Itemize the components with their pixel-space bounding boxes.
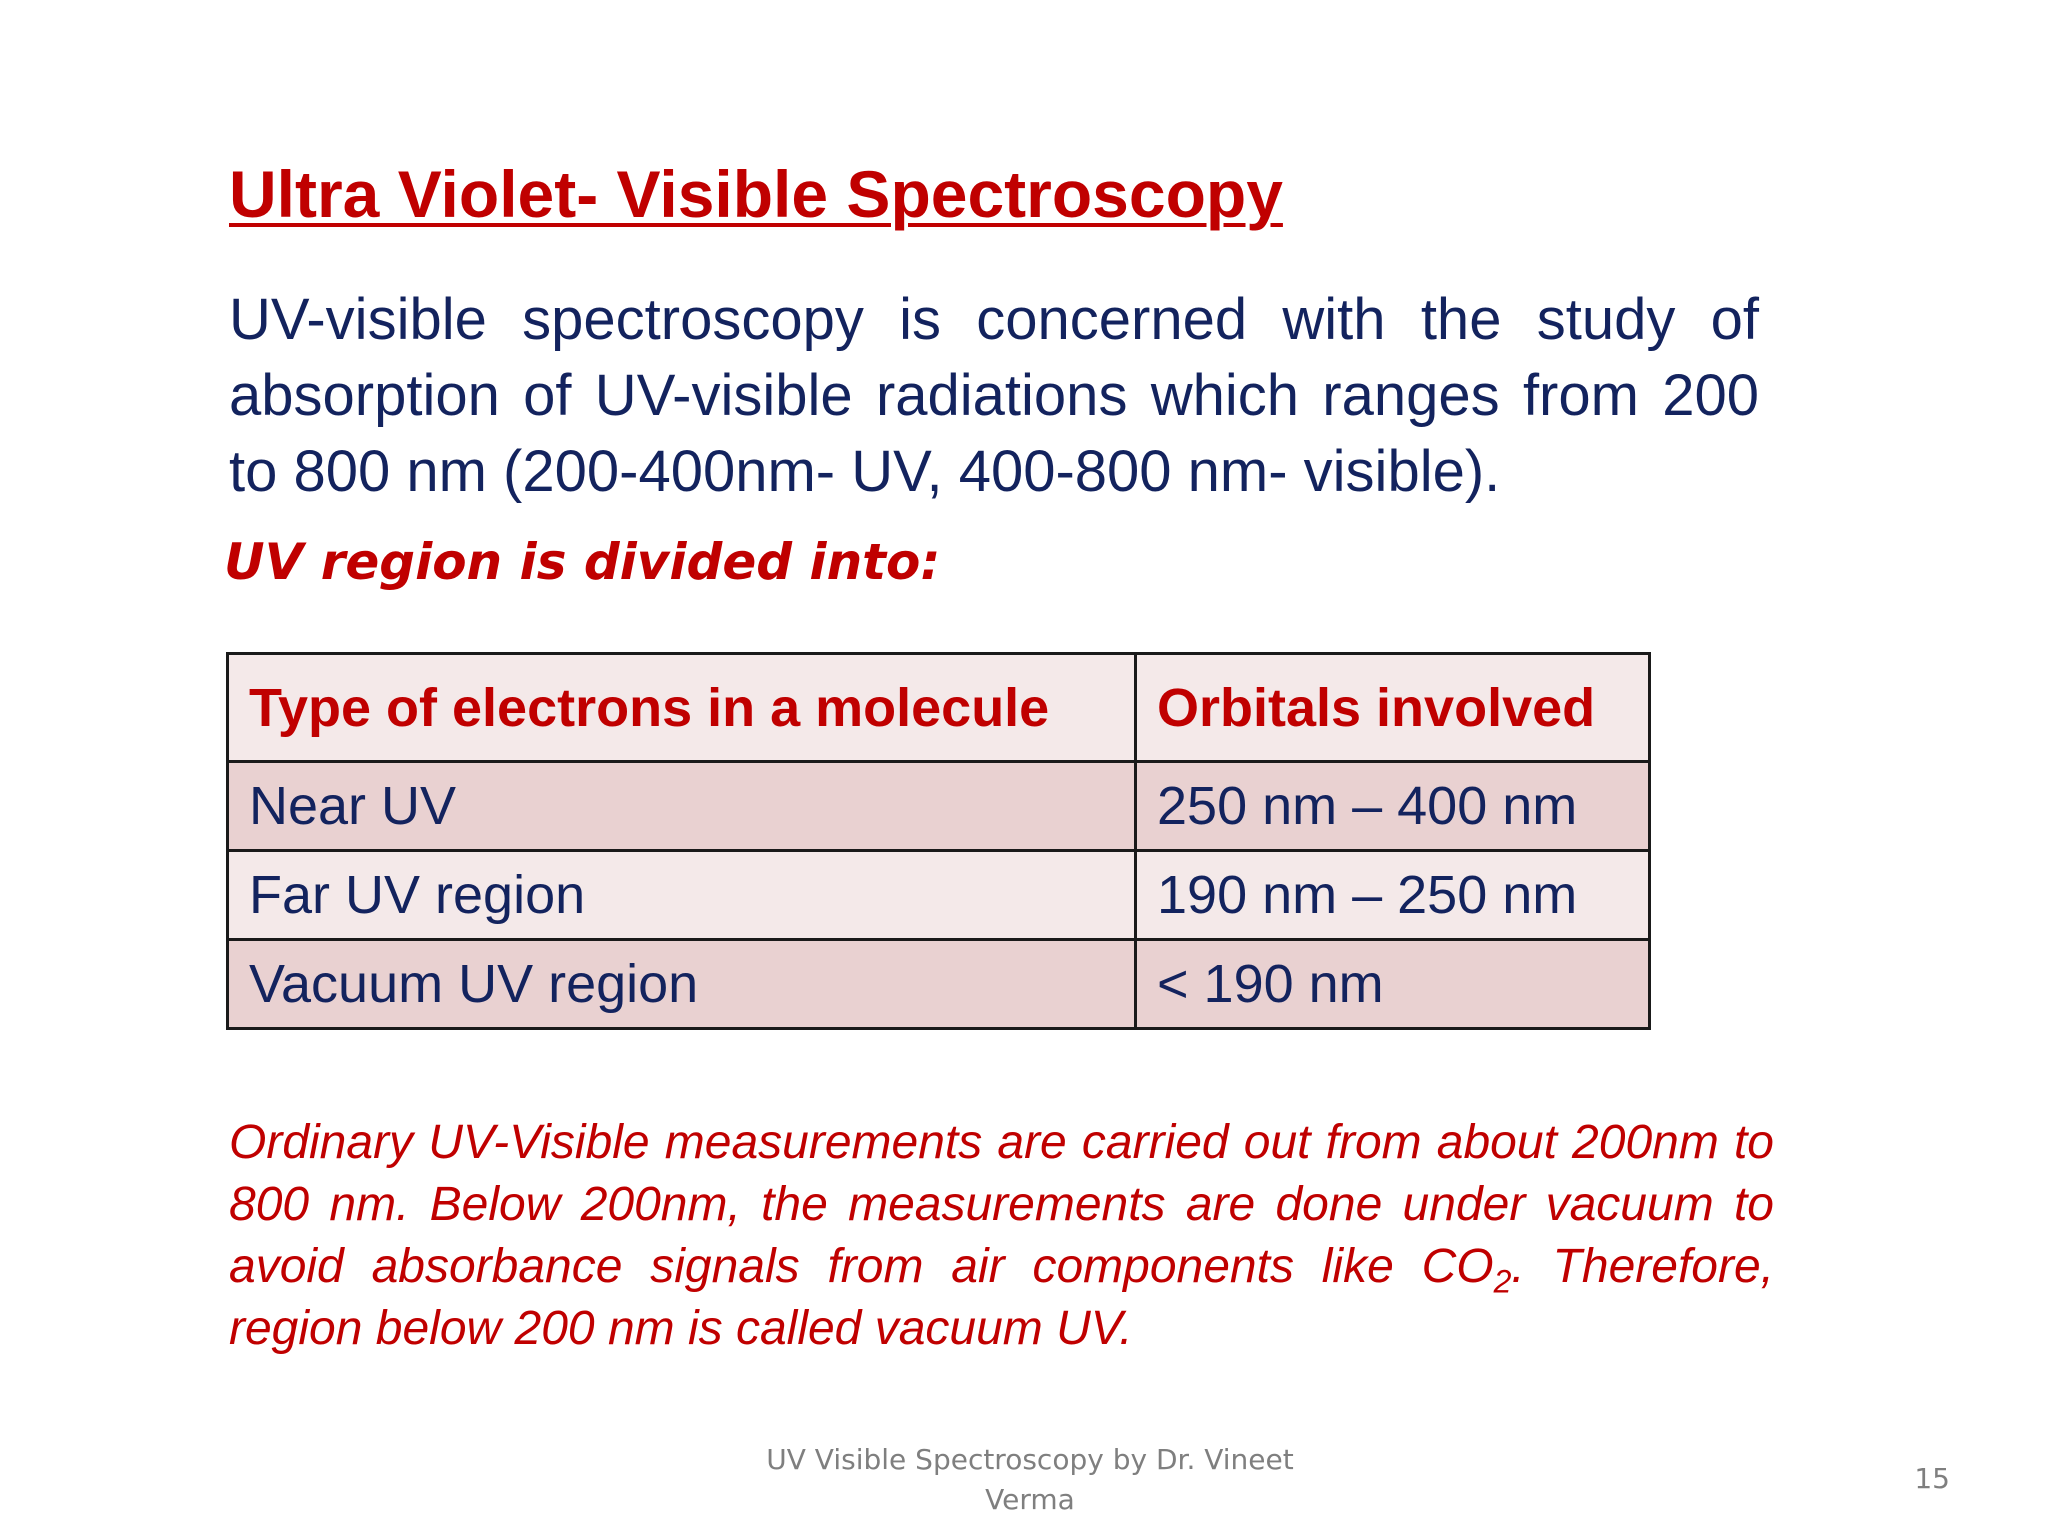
intro-paragraph: UV-visible spectroscopy is concerned with the study of absorption of UV-visible radiations which ranges from 200 to 800 nm (200-400nm- UV, 400-800 nm- visible). xyxy=(229,287,1759,504)
note-text-end: . Therefore, region below 200 nm is called vacuum UV. xyxy=(229,1240,1774,1355)
header-orbitals: Orbitals involved xyxy=(1136,654,1650,762)
uv-regions-table xyxy=(226,652,1651,1030)
slide-footer xyxy=(730,1440,1330,1520)
note-text-start: Ordinary UV-Visible measurements are carried out from about 200nm to 800 nm. Below 200nm, the measurements are done under vacuum to avoid absorbance signals from air components like CO xyxy=(229,1116,1774,1293)
page-number: 15 xyxy=(1914,1462,1950,1495)
cell-region: Far UV region xyxy=(228,851,1136,940)
footer-line-1: UV Visible Spectroscopy by Dr. Vineet xyxy=(766,1443,1294,1476)
table-row xyxy=(228,851,1650,940)
note-paragraph xyxy=(229,1112,1774,1360)
footer-line-2: Verma xyxy=(985,1483,1075,1516)
subheading: UV region is divided into: xyxy=(224,533,941,591)
header-electron-type: Type of electrons in a molecule xyxy=(228,654,1136,762)
cell-region: Vacuum UV region xyxy=(228,940,1136,1029)
cell-range: 250 nm – 400 nm xyxy=(1136,762,1650,851)
cell-range: 190 nm – 250 nm xyxy=(1136,851,1650,940)
cell-region: Near UV xyxy=(228,762,1136,851)
table-row xyxy=(228,762,1650,851)
table-row xyxy=(228,940,1650,1029)
table-header-row xyxy=(228,654,1650,762)
cell-range: < 190 nm xyxy=(1136,940,1650,1029)
note-subscript: 2 xyxy=(1493,1263,1512,1300)
slide-title: Ultra Violet- Visible Spectroscopy xyxy=(229,157,1283,231)
